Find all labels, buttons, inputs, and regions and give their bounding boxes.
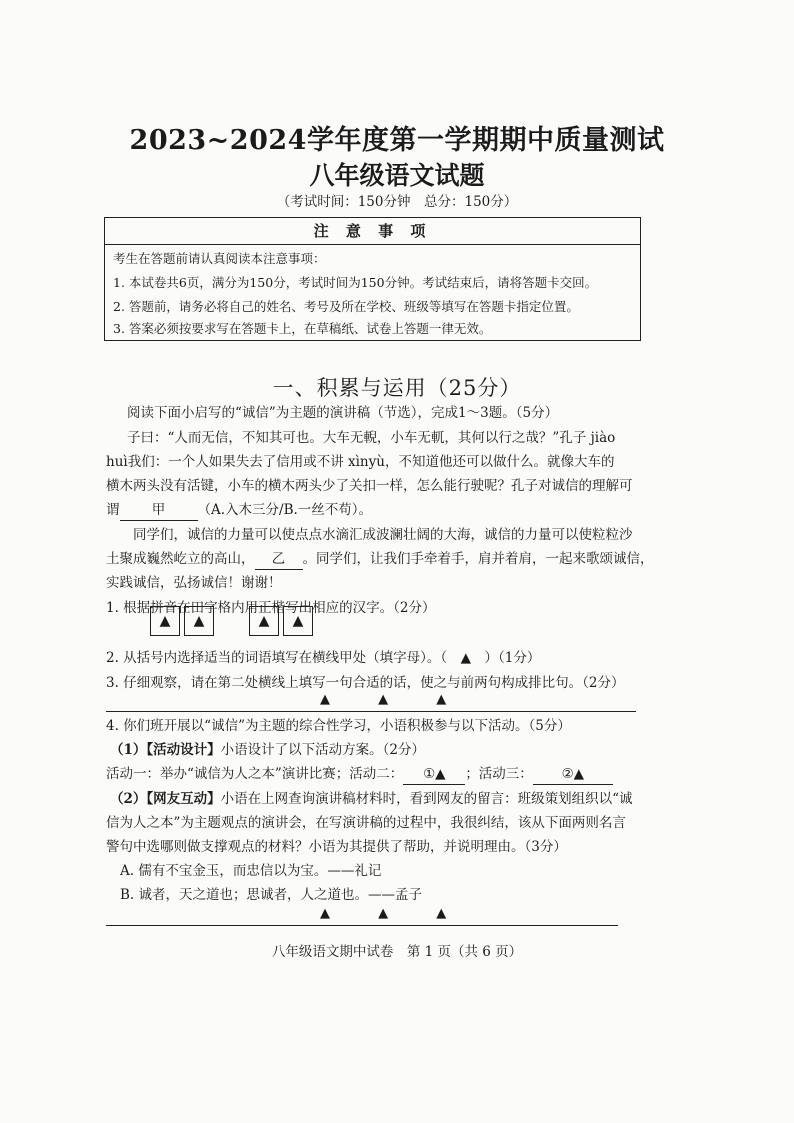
notice-item: 2. 答题前，请务必将自己的姓名、考号及所在学校、班级等填写在答题卡指定位置。 xyxy=(113,299,579,314)
passage-intro: 阅读下面小启写的“诚信”为主题的演讲稿（节选），完成1～3题。（5分） xyxy=(127,405,559,421)
passage-line-6 xyxy=(106,549,654,570)
answer-line xyxy=(106,711,636,712)
blank-1: ①▲ xyxy=(403,764,465,785)
tianzige-box xyxy=(184,606,214,636)
q4-part1-text: 小语设计了以下活动方案。（2分） xyxy=(220,742,425,758)
answer-mark: ▲ xyxy=(159,613,171,629)
blank-2: ②▲ xyxy=(533,764,613,785)
option-b: B. 诚者，天之道也；思诚者，人之道也。——孟子 xyxy=(120,887,423,903)
q4-activities xyxy=(106,764,613,785)
tianzige-box xyxy=(249,606,279,636)
notice-item: 1. 本试卷共6页，满分为150分，考试时间为150分钟。考试结束后，请将答题卡交回。 xyxy=(113,275,598,290)
answer-mark: ▲ xyxy=(292,613,304,629)
notice-item: 3. 答案必须按要求写在答题卡上，在草稿纸、试卷上答题一律无效。 xyxy=(113,321,492,336)
passage-line-4 xyxy=(106,500,372,521)
q4-part2-line: 信为人之本”为主题观点的演讲会，在写演讲稿的过程中，我很纠结，该从下面两则名言 xyxy=(106,815,626,831)
answer-line xyxy=(106,925,618,926)
q4-part1 xyxy=(110,740,425,760)
q4-part1-label: （1）【活动设计】 xyxy=(110,742,221,758)
section-title: 一、积累与运用（25分） xyxy=(272,376,522,400)
blank-yi: 乙 xyxy=(255,549,303,570)
page-footer: 八年级语文期中试卷 第 1 页（共 6 页） xyxy=(271,944,523,960)
passage-text: （A.入木三分/B.一丝不苟）。 xyxy=(197,502,373,518)
passage-text: 。同学们，让我们手牵着手，肩并着肩，一起来歌颂诚信， xyxy=(302,551,654,567)
answer-marks: ▲ ▲ ▲ xyxy=(320,906,469,921)
exam-subtitle: 八年级语文试题 xyxy=(309,161,485,190)
answer-mark: ▲ xyxy=(258,613,270,629)
passage-line: huì我们：一个人如果失去了信用或不讲 xìnyù，不知道他还可以做什么。就像大车的 xyxy=(106,454,615,470)
passage-line: 实践诚信，弘扬诚信！谢谢！ xyxy=(106,575,282,591)
exam-info: （考试时间：150分钟 总分：150分） xyxy=(276,194,518,210)
exam-title: 2023~2024学年度第一学期期中质量测试 xyxy=(129,125,665,156)
option-a: A. 儒有不宝金玉，而忠信以为宝。——礼记 xyxy=(120,863,382,879)
activity-text: ；活动三： xyxy=(465,766,533,782)
blank-jia: 甲 xyxy=(120,500,198,521)
notice-heading: 注 意 事 项 xyxy=(105,218,640,245)
question-4: 4. 你们班开展以“诚信”为主题的综合性学习，小语积极参与以下活动。（5分） xyxy=(106,718,571,734)
tianzige-box xyxy=(150,606,180,636)
activity-text: 活动一：举办“诚信为人之本”演讲比赛；活动二： xyxy=(106,766,404,782)
notice-box xyxy=(104,217,641,341)
q4-part2 xyxy=(110,789,633,809)
passage-line: 横木两头没有活键，小车的横木两头少了关扣一样，怎么能行驶呢？孔子对诚信的理解可 xyxy=(106,478,633,494)
passage-line: 子曰：“人而无信，不知其可也。大车无輗，小车无軏，其何以行之哉？”孔子 jiào xyxy=(127,430,616,446)
tianzige-box xyxy=(283,606,313,636)
answer-mark: ▲ xyxy=(193,613,205,629)
q4-part2-line: 警句中选哪则做支撑观点的材料？小语为其提供了帮助，并说明理由。（3分） xyxy=(106,839,567,855)
question-2: 2. 从括号内选择适当的词语填写在横线甲处（填字母）。（ ▲ ）（1分） xyxy=(106,650,541,666)
question-1: 1. 根据拼音在田字格内用正楷写出相应的汉字。（2分） xyxy=(106,600,436,616)
q4-part2-text: 小语在上网查询演讲稿材料时，看到网友的留言：班级策划组织以“诚 xyxy=(220,791,633,807)
notice-intro: 考生在答题前请认真阅读本注意事项： xyxy=(113,251,326,266)
question-3: 3. 仔细观察，请在第二处横线上填写一句合适的话，使之与前两句构成排比句。（2分） xyxy=(106,675,625,691)
passage-text: 谓 xyxy=(106,502,120,518)
passage-line: 同学们，诚信的力量可以使点点水滴汇成波澜壮阔的大海，诚信的力量可以使粒粒沙 xyxy=(133,527,633,543)
q4-part2-label: （2）【网友互动】 xyxy=(110,791,221,807)
answer-marks: ▲ ▲ ▲ xyxy=(320,692,469,707)
passage-text: 土聚成巍然屹立的高山， xyxy=(106,551,255,567)
